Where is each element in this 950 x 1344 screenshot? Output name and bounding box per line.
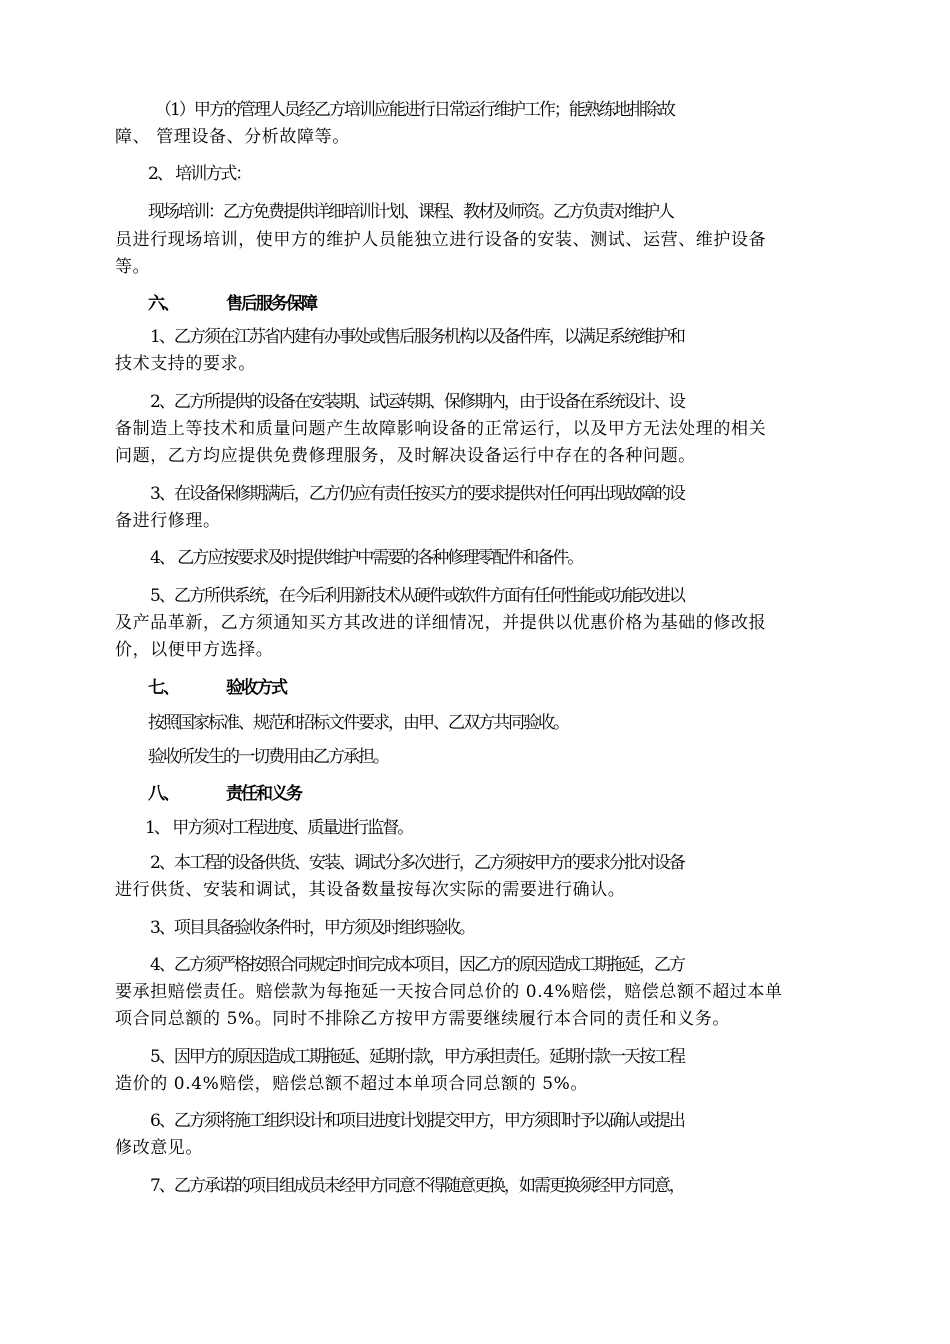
paragraph-line: 价，以便甲方选择。 (115, 640, 274, 660)
paragraph-line: 1、乙方须在江苏省内建有办事处或售后服务机构以及备件库，以满足系统维护和 (150, 327, 684, 347)
paragraph-line: 验收所发生的一切费用由乙方承担。 (148, 747, 388, 767)
paragraph-line: 6、乙方须将施工组织设计和项目进度计划提交甲方，甲方须即时予以确认或提出 (150, 1111, 684, 1131)
section-heading-6 (148, 294, 873, 314)
paragraph-line: 2、乙方所提供的设备在安装期、试运转期、保修期内，由于设备在系统设计、设 (150, 392, 684, 412)
paragraph-line: 3、项目具备验收条件时，甲方须及时组织验收。 (150, 918, 474, 938)
paragraph-line: 备制造上等技术和质量问题产生故障影响设备的正常运行，以及甲方无法处理的相关 (115, 419, 767, 439)
section-number: 六、 (148, 294, 178, 314)
section-title: 售后服务保障 (226, 294, 316, 314)
paragraph-line: 及产品革新，乙方须通知买方其改进的详细情况，并提供以优惠价格为基础的修改报 (115, 613, 767, 633)
section-heading-7 (148, 678, 873, 698)
paragraph-line: 进行供货、安装和调试，其设备数量按每次实际的需要进行确认。 (115, 880, 626, 900)
paragraph-line: 4、乙方须严格按照合同规定时间完成本项目，因乙方的原因造成工期拖延，乙方 (150, 955, 684, 975)
paragraph-line: 要承担赔偿责任。赔偿款为每拖延一天按合同总价的 0.4%赔偿，赔偿总额不超过本单 (115, 982, 783, 1002)
section-title: 责任和义务 (226, 784, 301, 804)
paragraph-line: 5、乙方所供系统，在今后利用新技术从硬件或软件方面有任何性能或功能改进以 (150, 586, 684, 606)
paragraph-line: 技术支持的要求。 (115, 354, 256, 374)
paragraph-line: 造价的 0.4%赔偿，赔偿总额不超过本单项合同总额的 5%。 (115, 1074, 588, 1094)
paragraph-line: 3、在设备保修期满后，乙方仍应有责任按买方的要求提供对任何再出现故障的设 (150, 484, 684, 504)
paragraph-line: 2、本工程的设备供货、安装、调试分多次进行，乙方须按甲方的要求分批对设备 (150, 853, 684, 873)
section-title: 验收方式 (226, 678, 286, 698)
paragraph-line: 现场培训：乙方免费提供详细培训计划、课程、教材及师资。乙方负责对维护人 (148, 202, 673, 222)
paragraph-line: 障、 管理设备、分析故障等。 (115, 127, 350, 147)
paragraph-line: 4、 乙方应按要求及时提供维护中需要的各种修理零配件和备件。 (150, 548, 583, 568)
paragraph-line: （1）甲方的管理人员经乙方培训应能进行日常运行维护工作；能熟练地排除故 (155, 100, 674, 120)
paragraph-line: 修改意见。 (115, 1138, 203, 1158)
section-number: 七、 (148, 678, 178, 698)
paragraph-line: 2、 培训方式： (148, 164, 251, 184)
paragraph-line: 员进行现场培训，使甲方的维护人员能独立进行设备的安装、测试、运营、维护设备 (115, 230, 767, 250)
paragraph-line: 7、乙方承诺的项目组成员未经甲方同意不得随意更换，如需更换须经甲方同意， (150, 1176, 684, 1196)
paragraph-line: 项合同总额的 5%。同时不排除乙方按甲方需要继续履行本合同的责任和义务。 (115, 1009, 730, 1029)
paragraph-line: 按照国家标准、规范和招标文件要求，由甲、乙双方共同验收。 (148, 713, 568, 733)
paragraph-line: 问题，乙方均应提供免费修理服务，及时解决设备运行中存在的各种问题。 (115, 446, 696, 466)
paragraph-line: 5、因甲方的原因造成工期拖延、延期付款，甲方承担责任。延期付款一天按工程 (150, 1047, 684, 1067)
paragraph-line: 等。 (115, 257, 151, 277)
paragraph-line: 1、 甲方须对工程进度、质量进行监督。 (145, 818, 413, 838)
section-number: 八、 (148, 784, 178, 804)
paragraph-line: 备进行修理。 (115, 511, 221, 531)
section-heading-8 (148, 784, 873, 804)
